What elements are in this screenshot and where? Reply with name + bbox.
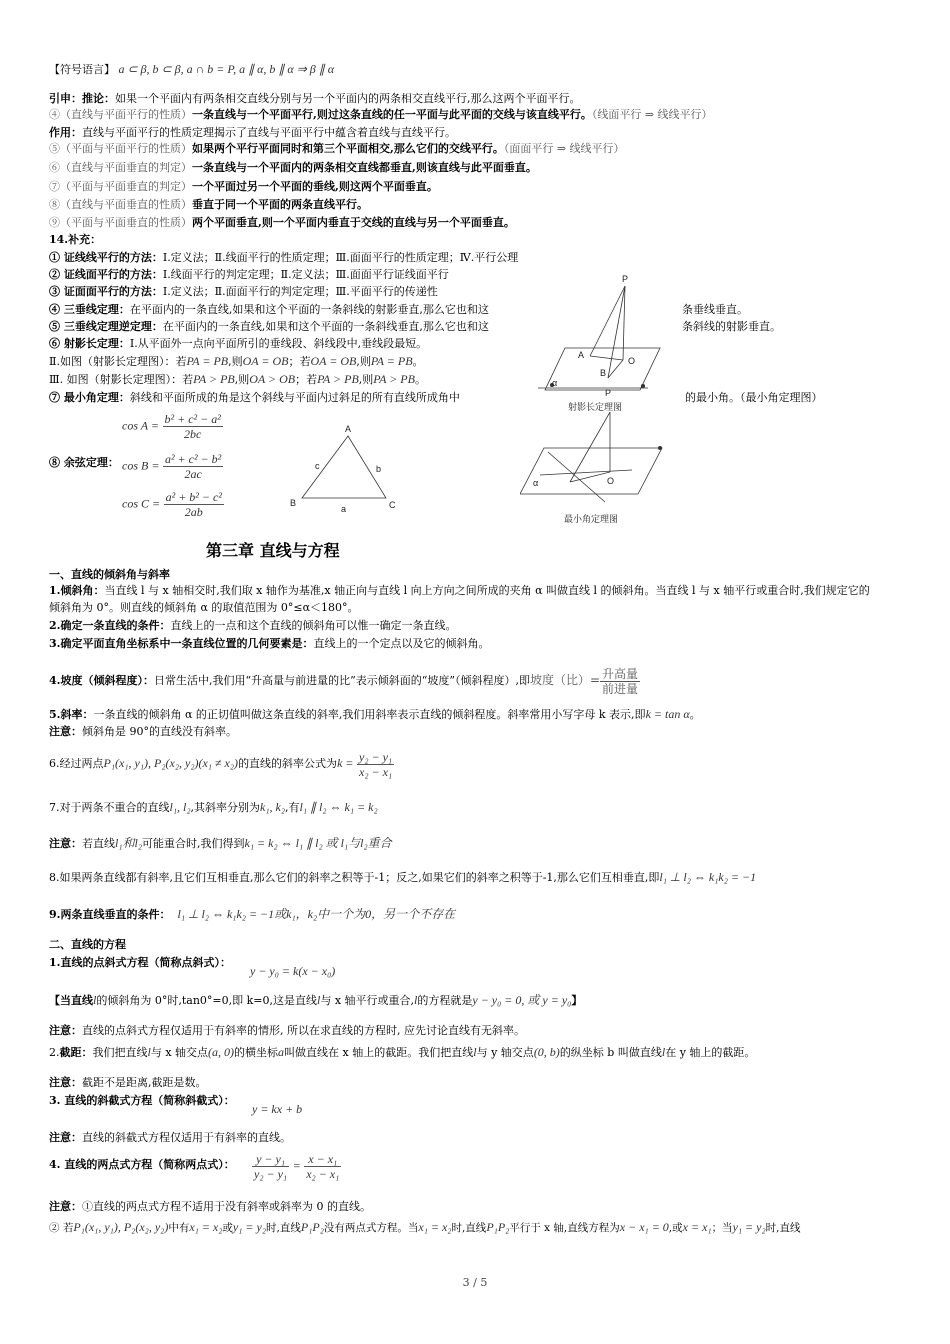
label-tri-a: A	[345, 424, 352, 434]
cos-c-den: 2ab	[184, 505, 203, 519]
para-6-den: x₂ − x₁	[359, 764, 393, 779]
line-bo	[608, 360, 623, 378]
minimum-angle-figure	[520, 412, 670, 528]
para-7	[49, 800, 378, 815]
para-3-label: 3.确定平面直角坐标系中一条直线位置的几何要素是：	[49, 637, 314, 650]
supp-6-ii-f2: OA = OB	[242, 354, 289, 368]
q-5-pre: ② 若	[49, 1222, 74, 1234]
para-4	[49, 662, 640, 699]
theorem-4-text: 一条直线与一个平面平行,则过这条直线的任一平面与此平面的交线与该直线平行。	[192, 108, 592, 121]
section-2-heading: 二、直线的方程	[49, 938, 126, 951]
supp-7-text: 斜线和平面所成的角是这个斜线与平面内过斜足的所有直线所成角中	[129, 391, 460, 404]
supp-6-ii-m2: ；若	[288, 355, 311, 368]
theorem-8-line	[49, 198, 368, 212]
para-1-cont: 倾斜角为 0°。则直线的倾斜角 α 的取值范围为 0°≤α＜180°。	[49, 601, 359, 614]
note-1-text: 倾斜角是 90°的直线没有斜率。	[82, 725, 237, 738]
supp-6-iii-m2: ；若	[295, 373, 318, 386]
theorem-9-text: 两个平面垂直,则一个平面内垂直于交线的直线与另一个平面垂直。	[192, 216, 515, 229]
note-3-text: 直线的点斜式方程仅适用于有斜率的情形, 所以在求直线的方程时, 应先讨论直线有无斜率。	[82, 1024, 525, 1037]
q-4-d2: x₂ − x₁	[306, 1167, 340, 1181]
theorem-8-text: 垂直于同一个平面的两条直线平行。	[192, 198, 368, 211]
para-6	[49, 748, 394, 779]
q-3-formula: y = kx + b	[252, 1102, 303, 1116]
label-p: P	[622, 274, 629, 284]
para-7-lines: l₁, l₂	[169, 800, 191, 814]
triangle-figure	[282, 420, 402, 516]
slope-intercept-formula	[252, 1102, 302, 1117]
cos-b-formula	[122, 452, 223, 481]
theorem-6-num: ⑥（直线与平面垂直的判定）	[49, 161, 192, 174]
cos-b-den: 2ac	[184, 467, 202, 481]
label-side-b: b	[376, 464, 382, 474]
label-side-a: a	[341, 504, 347, 514]
q-3-label: 3. 直线的斜截式方程（简称斜截式）：	[49, 1094, 235, 1107]
label-alpha-2: α	[533, 478, 539, 488]
cos-a-num: b² + c² − a²	[164, 412, 221, 426]
cos-c-fraction	[164, 490, 224, 519]
cos-a-den: 2bc	[184, 427, 202, 441]
para-2-label: 2.确定一条直线的条件：	[49, 619, 171, 632]
label-side-c: c	[315, 461, 320, 471]
slope-den: 前进量	[602, 681, 639, 696]
q-5-f2: y₁ = y₂	[232, 1220, 267, 1234]
supp-6-label: ⑥ 射影长定理：	[49, 337, 130, 350]
q-5-t4: 没有两点式方程。当	[323, 1222, 419, 1234]
q-1-note-end: 】	[571, 994, 583, 1007]
cos-c-lhs: cos C =	[122, 496, 161, 511]
supp-6-iii-m1: ,则	[234, 373, 250, 386]
supplement-heading: 14.补充：	[49, 233, 102, 246]
q-1-note-mid2: 与 x 轴平行或重合,	[320, 994, 415, 1007]
q-2-f2: a	[278, 1045, 285, 1059]
note-5-label: 注意：	[49, 1131, 82, 1144]
note-6-label: 注意：	[49, 1200, 82, 1213]
theorem-5-line	[49, 142, 625, 156]
label-a: A	[578, 350, 585, 360]
plane-line-2	[540, 470, 632, 475]
zuoyong-line	[49, 126, 456, 140]
caption-projection: 射影长定理图	[568, 402, 623, 412]
supp-2-text: Ⅰ.线面平行的判定定理；Ⅱ.定义法；Ⅲ.面面平行证线面平行	[162, 268, 449, 281]
supp-2	[49, 268, 449, 282]
q-2-t3: 的横坐标	[234, 1046, 279, 1059]
supp-6	[49, 337, 427, 351]
supp-7-tail: 的最小角。（最小角定理图）	[685, 391, 823, 404]
label-tri-c: C	[389, 500, 396, 510]
q-2-l1: l	[147, 1045, 151, 1059]
q-2-label: 截距：	[59, 1046, 93, 1059]
para-5-label: 5.斜率：	[49, 708, 94, 721]
supp-6-ii-pre: Ⅱ.如图（射影长定理图）：若	[49, 355, 187, 368]
para-1-text: 当直线 l 与 x 轴相交时,我们取 x 轴作为基准,x 轴正向与直线 l 向上方向之间所成的夹角 α 叫做直线 l 的倾斜角。当直线 l 与 x 轴平行或重合时,我们规定它的	[104, 584, 870, 597]
note-2-mid: 可能重合时,我们得到	[142, 837, 245, 850]
corollary-label: 引申：推论：	[49, 92, 115, 105]
caption-minimum-angle: 最小角定理图	[564, 514, 619, 524]
para-7-mid2: ,有	[285, 801, 300, 814]
para-4-text: 日常生活中,我们用“升高量与前进量的比”表示倾斜面的“坡度”（倾斜程度）,即	[153, 674, 530, 687]
supp-6-ii-m1: ,则	[228, 355, 243, 368]
theorem-4-line	[49, 108, 713, 122]
q-5-f7: x = x₁	[682, 1220, 712, 1234]
para-4-label: 4.坡度（倾斜程度）：	[49, 674, 154, 687]
supp-4-text: 在平面内的一条直线,如果和这个平面的一条斜线的射影垂直,那么它也和这	[129, 303, 489, 316]
para-2-text: 直线上的一点和这个直线的倾斜角可以惟一确定一条直线。	[170, 619, 457, 632]
para-8-formula: l₁ ⊥ l₂ ⇔ k₁k₂ = −1	[659, 870, 757, 884]
cos-a-lhs: cos A =	[122, 418, 159, 433]
supp-3-text: Ⅰ.定义法；Ⅱ.面面平行的判定定理；Ⅲ.平面平行的传递性	[162, 285, 438, 298]
q-2-t5: 与 y 轴交点	[476, 1046, 534, 1059]
zuoyong-text: 直线与平面平行的性质定理揭示了直线与平面平行中蕴含着直线与直线平行。	[82, 126, 456, 139]
theorem-5-num: ⑤（平面与平面平行的性质）	[49, 142, 192, 155]
para-7-mid: ,其斜率分别为	[190, 801, 261, 814]
supp-5-label: ⑤ 三垂线定理逆定理：	[49, 320, 163, 333]
para-5-text: 一条直线的倾斜角 α 的正切值叫做这条直线的斜率,我们用斜率表示直线的倾斜程度。斜率常用小写字母 k 表示,即	[93, 708, 646, 721]
theorem-9-num: ⑨（平面与平面垂直的性质）	[49, 216, 192, 229]
supp-6-text: Ⅰ.从平面外一点向平面所引的垂线段、斜线段中,垂线段最短。	[129, 337, 428, 350]
q-5-t7: ,或	[668, 1222, 683, 1234]
supp-5-text: 在平面内的一条直线,如果和这个平面的一条斜线垂直,那么它也和这	[162, 320, 489, 333]
q-2-f1: (a, 0)	[208, 1045, 235, 1059]
supp-3	[49, 285, 438, 299]
supp-1-text: Ⅰ.定义法；Ⅱ.线面平行的性质定理；Ⅲ.面面平行的性质定理；Ⅳ.平行公理	[162, 251, 519, 264]
note-1	[49, 725, 237, 739]
q-2-t2: 与 x 轴交点	[150, 1046, 209, 1059]
label-alpha: α	[552, 378, 558, 388]
para-5-formula: k = tan α	[645, 707, 690, 721]
two-point-right	[304, 1152, 341, 1181]
cosine-law-label: ⑧ 余弦定理：	[49, 456, 119, 469]
theorem-9-line	[49, 216, 515, 230]
line-pa	[590, 286, 625, 356]
para-6-num: y₂ − y₁	[359, 749, 393, 764]
section-1-heading: 一、直线的倾斜角与斜率	[49, 568, 170, 581]
para-9	[49, 907, 455, 922]
label-o: O	[628, 356, 636, 366]
symbol-label: 【符号语言】	[49, 63, 115, 76]
para-6-points: P₁(x₁, y₁), P₂(x₂, y₂)(x₁ ≠ x₂)	[103, 756, 239, 770]
para-6-lhs: k =	[337, 756, 354, 770]
note-2-pre: 若直线	[82, 837, 115, 850]
supp-5	[49, 320, 489, 334]
supp-4-tail: 条垂线垂直。	[682, 303, 748, 316]
para-8	[49, 870, 756, 885]
q-2-t1: 我们把直线	[92, 1046, 148, 1059]
q-5-f5: P₁P₂	[486, 1220, 510, 1234]
point-dot-right	[641, 384, 645, 388]
note-5	[49, 1131, 291, 1145]
para-2	[49, 619, 456, 633]
note-2-lines: l₁和l₂	[115, 836, 143, 850]
plane-alpha-2	[520, 448, 662, 494]
supp-4-label: ④ 三垂线定理：	[49, 303, 130, 316]
q-2-t6: 的纵坐标 b 叫做直线	[559, 1046, 662, 1059]
theorem-5-text: 如果两个平行平面同时和第三个平面相交,那么它们的交线平行。	[192, 142, 504, 155]
line-ao	[590, 356, 623, 360]
q-4-n2: x − x₁	[304, 1152, 341, 1167]
para-1-label: 1.倾斜角：	[49, 584, 105, 597]
supp-6-ii-f1: PA = PB	[186, 354, 229, 368]
cos-c-formula	[122, 490, 224, 519]
dot-right	[658, 446, 662, 450]
q-2-pre: 2.	[49, 1046, 60, 1059]
para-5-end: 。	[689, 708, 701, 721]
label-tri-b: B	[290, 498, 297, 508]
theorem-6-line	[49, 161, 537, 175]
page-number: 3 / 5	[462, 1276, 488, 1289]
q-1	[49, 956, 231, 970]
q-4-label: 4. 直线的两点式方程（简称两点式）：	[49, 1158, 235, 1171]
para-9-formula: l₁ ⊥ l₂ ⇔ k₁k₂ = −1或k₁，k₂中一个为0，另一个不存在	[177, 907, 456, 921]
theorem-7-line	[49, 180, 438, 194]
q-4	[49, 1158, 235, 1172]
q-5-t6: 平行于 x 轴,直线方程为	[509, 1222, 620, 1234]
chapter-title: 第三章 直线与方程	[206, 541, 340, 560]
slope-num: 升高量	[602, 666, 639, 681]
supp-6-ii	[49, 354, 424, 369]
q-1-note-l1: l	[93, 993, 97, 1007]
slope-formula-fraction	[357, 750, 394, 779]
q-2-l3: l	[661, 1045, 666, 1059]
note-2	[49, 836, 392, 851]
supp-6-iii-m3: ,则	[358, 373, 374, 386]
supp-6-iii-f3: PA > PB	[317, 372, 359, 386]
para-7-slopes: k₁, k₂	[260, 800, 286, 814]
note-1-label: 注意：	[49, 725, 82, 738]
note-4-label: 注意：	[49, 1076, 82, 1089]
q-1-label: 1.直线的点斜式方程（简称点斜式）：	[49, 956, 231, 969]
supp-6-ii-m3: ,则	[356, 355, 371, 368]
para-1	[49, 584, 870, 598]
two-point-left	[252, 1152, 289, 1181]
para-5	[49, 707, 701, 722]
symbol-formula: a ⊂ β, b ⊂ β, a ∩ b = P, a ∥ α, b ∥ α ⇒ β ∥ α	[118, 62, 335, 76]
theorem-7-text: 一个平面过另一个平面的垂线,则这两个平面垂直。	[192, 180, 438, 193]
q-5	[49, 1220, 801, 1235]
q-4-n1: y − y₁	[252, 1152, 289, 1167]
note-4-text: 截距不是距离,截距是数。	[82, 1076, 207, 1089]
q-5-points: P₁(x₁, y₁), P₂(x₂, y₂)	[73, 1220, 169, 1234]
para-7-pre: 7.对于两条不重合的直线	[49, 801, 170, 814]
supp-5-tail: 条斜线的射影垂直。	[682, 320, 781, 333]
supp-7	[49, 391, 460, 405]
note-2-formula: k₁ = k₂ ⇔ l₁ ∥ l₂ 或 l₁与l₂重合	[244, 836, 392, 850]
supp-6-iii-f2: OA > OB	[249, 372, 296, 386]
corollary-line	[49, 92, 581, 106]
q-4-d1: y₂ − y₁	[254, 1167, 288, 1181]
supp-6-ii-end: 。	[412, 355, 424, 368]
theorem-7-num: ⑦（平面与平面垂直的判定）	[49, 180, 192, 193]
note-2-label: 注意：	[49, 837, 82, 850]
q-2-t7: 在 y 轴上的截距。	[665, 1046, 756, 1059]
zuoyong-label: 作用：	[49, 126, 82, 139]
q-2-l2: l	[473, 1045, 477, 1059]
note-5-text: 直线的斜截式方程仅适用于有斜率的直线。	[82, 1131, 291, 1144]
two-point-formula: $\frac{\text{y − y₁}}{\text{y₂ − y₁}}$ = $\frac{\text{x − x₁}}{\text{x₂ − x₁}}$	[254, 1152, 340, 1181]
supp-2-label: ② 证线面平行的方法：	[49, 268, 163, 281]
supp-6-ii-f3: OA = OB	[310, 354, 357, 368]
cos-a-fraction	[163, 412, 223, 441]
q-5-t5: 时,直线	[451, 1222, 487, 1234]
supp-6-iii-pre: Ⅲ. 如图（射影长定理图）：若	[49, 373, 194, 386]
q-5-f1: x₁ = x₂	[189, 1220, 223, 1234]
q-1-note-mid3: 的方程就是	[417, 994, 473, 1007]
para-6-mid: 的直线的斜率公式为	[238, 757, 338, 770]
cos-c-num: a² + b² − c²	[165, 490, 222, 504]
point-slope-formula	[250, 964, 335, 979]
q-5-t9: 时,直线	[765, 1222, 801, 1234]
supp-6-iii-f1: PA > PB	[193, 372, 235, 386]
theorem-4-tail: （线面平行 ⇒ 线线平行）	[591, 108, 713, 121]
line-pb	[608, 286, 625, 378]
theorem-5-tail: （面面平行 ⇒ 线线平行）	[503, 142, 625, 155]
cos-b-num: a² + c² − b²	[164, 452, 222, 466]
note-3	[49, 1024, 525, 1038]
q-5-f4: x₁ = x₂	[418, 1220, 452, 1234]
note-3-label: 注意：	[49, 1024, 82, 1037]
cos-b-fraction	[163, 452, 223, 481]
cos-a-formula	[122, 412, 223, 441]
label-o-2: O	[607, 476, 615, 486]
q-1-note-l2: l	[316, 993, 321, 1007]
theorem-6-text: 一条直线与一个平面内的两条相交直线都垂直,则该直线与此平面垂直。	[192, 161, 537, 174]
theorem-4-num: ④（直线与平面平行的性质）	[49, 108, 192, 121]
q-3	[49, 1094, 235, 1108]
q-1-note-formula: y − y₀ = 0, 或 y = y₀	[472, 993, 572, 1007]
symbol-language-line	[49, 62, 334, 77]
label-p2: P	[605, 388, 612, 398]
q-1-note	[49, 993, 582, 1008]
para-7-formula: l₁ ∥ l₂ ⇔ k₁ = k₂	[299, 800, 378, 814]
slope-fraction	[600, 667, 640, 696]
slope-lhs: 坡度（比）=	[529, 673, 601, 687]
para-9-label: 9.两条直线垂直的条件：	[49, 908, 171, 921]
note-6	[49, 1200, 371, 1214]
supp-6-iii-f4: PA > PB	[373, 372, 415, 386]
q-1-note-pre: 【当直线	[49, 994, 93, 1007]
corollary-text: 如果一个平面内有两条相交直线分别与另一个平面内的两条相交直线平行,那么这两个平面平行。	[115, 92, 581, 105]
q-2-t4: 叫做直线在 x 轴上的截距。我们把直线	[284, 1046, 474, 1059]
q-5-f6: x − x₁ = 0	[619, 1220, 669, 1234]
q-5-t8: ；当	[711, 1222, 733, 1234]
para-3	[49, 637, 489, 651]
q-1-note-l3: l	[414, 993, 418, 1007]
supp-6-iii-end: 。	[414, 373, 426, 386]
para-3-text: 直线上的一个定点以及它的倾斜角。	[313, 637, 490, 650]
q-5-f8: y₁ = y₂	[732, 1220, 766, 1234]
q-2-f3: (0, b)	[533, 1045, 560, 1059]
q-5-t3: 时,直线	[266, 1222, 301, 1234]
projection-length-figure	[530, 268, 680, 416]
para-6-pre: 6.经过两点	[49, 757, 104, 770]
q-1-formula: y − y₀ = k(x − x₀)	[250, 964, 336, 978]
label-b: B	[600, 368, 607, 378]
q-2	[49, 1045, 755, 1060]
supp-6-ii-f4: PA = PB	[370, 354, 413, 368]
para-8-text: 8.如果两条直线都有斜率,且它们互相垂直,那么它们的斜率之积等于-1；反之,如果它们的斜率之积等于-1,那么它们互相垂直,即	[49, 871, 660, 884]
supp-6-iii	[49, 372, 426, 387]
cos-b-lhs: cos B =	[122, 458, 160, 473]
theorem-8-num: ⑧（直线与平面垂直的性质）	[49, 198, 192, 211]
plane-line	[548, 452, 605, 502]
supp-4	[49, 303, 489, 317]
q-5-f3: P₁P₂	[300, 1220, 324, 1234]
q-5-t2: 或	[222, 1222, 233, 1234]
supp-3-label: ③ 证面面平行的方法：	[49, 285, 163, 298]
q-5-t1: 中有	[168, 1222, 190, 1234]
note-6-text: ①直线的两点式方程不适用于没有斜率或斜率为 0 的直线。	[82, 1200, 371, 1213]
note-4	[49, 1076, 207, 1090]
supp-1	[49, 251, 518, 265]
q-1-note-mid: 的倾斜角为 0°时,tan0°=0,即 k=0,这是直线	[96, 994, 317, 1007]
supp-7-label: ⑦ 最小角定理：	[49, 391, 130, 404]
supp-1-label: ① 证线线平行的方法：	[49, 251, 163, 264]
